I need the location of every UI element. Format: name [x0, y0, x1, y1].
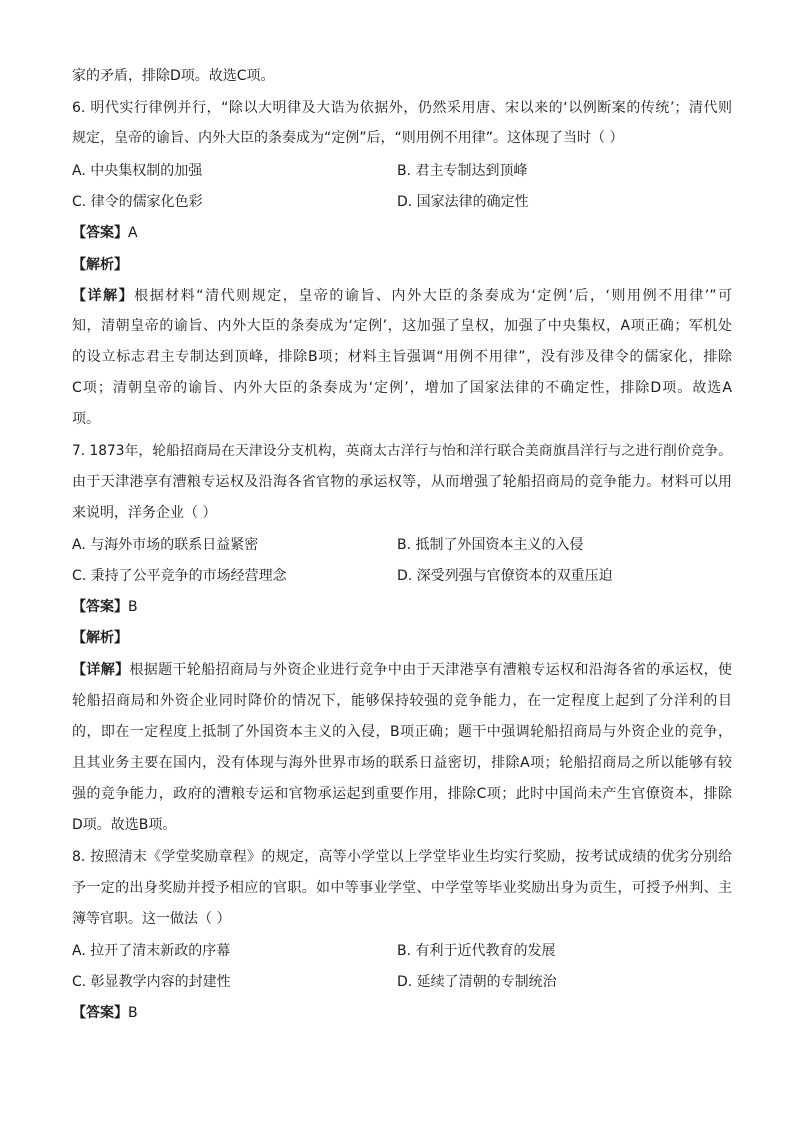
q8-option-a: A. 拉开了清末新政的序幕 — [72, 943, 231, 959]
q6-detail-line4: C项；清朝皇帝的谕旨、内外大臣的条奏成为‘定例’，增加了国家法律的不确定性，排除D项。故选A — [72, 380, 732, 396]
q7-option-c: C. 秉持了公平竞争的市场经营理念 — [72, 568, 287, 584]
q8-stem-line3: 簿等官职。这一做法（ ） — [72, 911, 231, 927]
q7-detail-line6: D项。故选B项。 — [72, 817, 177, 833]
q7-stem-line2: 由于天津港享有漕粮专运权及沿海各省官物的承运权等，从而增强了轮船招商局的竞争能力。材料可以用 — [72, 474, 732, 490]
q6-option-d: D. 国家法律的确定性 — [397, 194, 529, 210]
q8-stem-line1: 8. 按照清末《学堂奖励章程》的规定，高等小学堂以上学堂毕业生均实行奖励，按考试成绩的优劣分别给 — [72, 849, 732, 865]
q8-option-d: D. 延续了清朝的专制统治 — [397, 974, 557, 990]
q6-stem-line2: 规定，皇帝的谕旨、内外大臣的条奏成为“定例”后，“则用例不用律”。这体现了当时（ ） — [72, 130, 624, 146]
q7-stem-line1: 7. 1873年，轮船招商局在天津设分支机构，英商太古洋行与怡和洋行联合美商旗昌洋行与之进行削价竞争。 — [72, 443, 732, 459]
answer-tag: 【答案】 — [72, 1005, 128, 1021]
q7-stem-line3: 来说明，洋务企业（ ） — [72, 505, 217, 521]
answer-tag: 【答案】 — [72, 599, 128, 615]
q7-detail-line1 — [72, 660, 732, 680]
detail-text: 根据题干轮船招商局与外资企业进行竞争中由于天津港享有漕粮专运权和沿海各省的承运权，使 — [129, 662, 733, 678]
answer-value: A — [128, 225, 138, 241]
q6-option-a: A. 中央集权制的加强 — [72, 163, 203, 179]
q6-option-c: C. 律令的儒家化色彩 — [72, 194, 203, 210]
q7-analysis-heading — [72, 628, 732, 648]
q6-stem-line1: 6. 明代实行律例并行，“除以大明律及大诰为依据外，仍然采用唐、宋以来的‘以例断案的传统’；清代则 — [72, 100, 732, 116]
q8-option-b: B. 有利于近代教育的发展 — [397, 943, 556, 959]
q7-answer — [72, 597, 732, 617]
analysis-tag: 【解析】 — [72, 257, 128, 273]
q8-stem-line2: 予一定的出身奖励并授予相应的官职。如中等事业学堂、中学堂等毕业奖励出身为贡生，可授予州判、主 — [72, 880, 732, 896]
analysis-tag: 【解析】 — [72, 630, 128, 646]
q6-detail-line2: 知，清朝皇帝的谕旨、内外大臣的条奏成为‘定例’，这加强了皇权，加强了中央集权，A项正确；军机处 — [72, 318, 732, 334]
detail-tag: 【详解】 — [72, 662, 130, 678]
q7-detail-line2: 轮船招商局和外资企业同时降价的情况下，能够保持较强的竞争能力，在一定程度上起到了分洋利的目 — [72, 693, 732, 709]
q6-answer — [72, 223, 732, 243]
q7-option-d: D. 深受列强与官僚资本的双重压迫 — [397, 568, 613, 584]
q7-detail-line4: 且其业务主要在国内，没有体现与海外世界市场的联系日益密切，排除A项；轮船招商局之所以能够有较 — [72, 755, 732, 771]
q8-option-c: C. 彰显教学内容的封建性 — [72, 974, 231, 990]
q6-option-b: B. 君主专制达到顶峰 — [397, 163, 528, 179]
intro-line: 家的矛盾，排除D项。故选C项。 — [72, 68, 275, 84]
q7-detail-line5: 强的竞争能力，政府的漕粮专运和官物承运起到重要作用，排除C项；此时中国尚未产生官僚资本，排除 — [72, 786, 732, 802]
q6-detail-line3: 的设立标志君主专制达到顶峰，排除B项；材料主旨强调“用例不用律”，没有涉及律令的儒家化，排除 — [72, 349, 732, 365]
answer-value: B — [128, 599, 138, 615]
detail-tag: 【详解】 — [72, 288, 135, 304]
q7-option-b: B. 抵制了外国资本主义的入侵 — [397, 537, 584, 553]
q6-detail-line5: 项。 — [72, 411, 100, 427]
q7-detail-line3: 的，即在一定程度上抵制了外国资本主义的入侵，B项正确；题干中强调轮船招商局与外资企业的竞争， — [72, 724, 732, 740]
q8-answer — [72, 1003, 732, 1023]
answer-value: B — [128, 1005, 138, 1021]
q6-detail-line1 — [72, 286, 732, 306]
q6-analysis-heading — [72, 255, 732, 275]
detail-text: 根据材料“清代则规定，皇帝的谕旨、内外大臣的条奏成为‘定例’后，‘则用例不用律’”可 — [134, 288, 732, 304]
answer-tag: 【答案】 — [72, 225, 128, 241]
q7-option-a: A. 与海外市场的联系日益紧密 — [72, 537, 259, 553]
